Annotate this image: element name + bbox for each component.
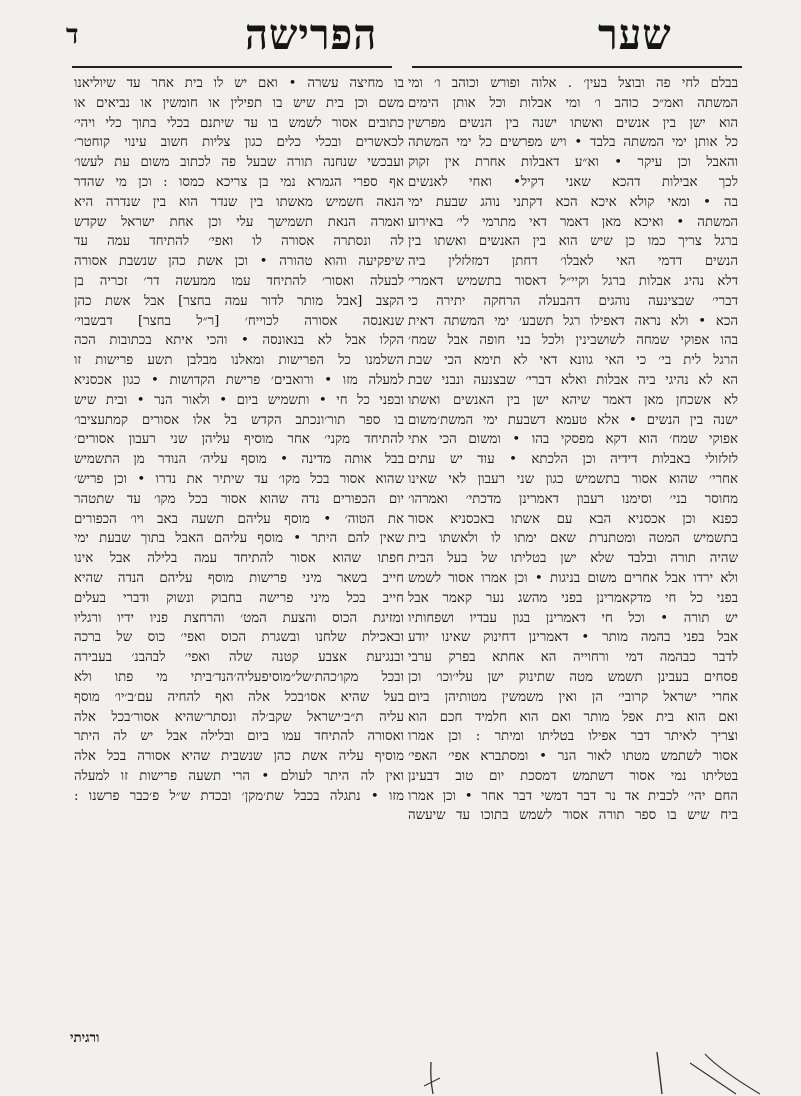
text-line: הכא • ולא נראה דאפילו רגל תשבע׳ ימי המשתה דאית (408, 313, 738, 329)
text-line: ולא ירדו אבל אחרים משום בניגות • וכן אמרו אסור לשמש (408, 570, 738, 586)
text-line: שהיה תורה ובלבד שלא ישן בטליתו של בעל הבית (408, 551, 738, 567)
text-line: פסחים בעבינן תשמש מטה שתינוק ישן עלי׳וכו׳ וכן (408, 669, 738, 685)
text-line: לדבר כבהמה דמי ורחוייה הא אחתא בפרק ערבי (408, 650, 738, 666)
text-line: שהוא אסור בכל מקו׳ עד שיתיר את נדרו • וכן פריש׳ (74, 471, 404, 487)
text-line: אחרי׳ שהוא אסור בתשמיש כגון שני רעבון לאי שאינו (408, 471, 738, 487)
text-line: להתיחד מקני׳ אחר מוסיף עליהן שני רעבון אסורים׳ (74, 432, 404, 448)
text-line: בתשמיש המטה ומטתנרת שאם ימתו לו ולאשתו בית (408, 531, 738, 547)
text-line: בו מחיצה עשרה • ואם יש לו בית אחר עד שיוליאנו (74, 76, 404, 91)
text-line: למעלה מזו • ורואבים׳ פרישת הקדושות • כגון אכסניא (74, 372, 404, 388)
text-line: בהו אפוקי שמחה לשושבינין ולכל בני חופה אבל שמח׳ (408, 333, 738, 349)
text-line: הנאה חשמיש מאשתו בין שנדר הוא בין שנדרה היא (74, 194, 404, 210)
text-line: כתובים אסור לשמש בו עד שיתנם בכלי בתוך כלי ויהי׳ (74, 115, 404, 131)
text-line: לזלזולי באבלות דידיה וכן הלכתא • עוד יש עתים (408, 452, 738, 468)
text-line: ואסורה להתיחד עמו ביום ובלילה אבל יש לה היתר (74, 729, 404, 745)
text-line: הרגל לית בי׳ כי האי גוונא דאי לא תימא הכי שבת (408, 353, 738, 369)
text-line: שאין להם היתר • מוסף עליהם האבל בתוך שבעת ימי (74, 531, 404, 547)
text-line: לה ונסתרה אסורה לו ואפי׳ להתיחד עמה עד (74, 234, 404, 250)
text-line: לא אשכחן מאן דאמר שיהא ישן בין האנשים ואשתו (408, 392, 738, 408)
text-line: ועבכשי שנחנה תורה שבעל פה לכתוב משום עת לעשו׳ (74, 155, 404, 171)
text-line: המשתה ואמ״כ כוהב ו׳ ומי אבלות וכל אותן הימים (408, 95, 738, 111)
text-line: ובפני כל חי • ותשמיש ביום • ולאור הנר • ובית שיש (74, 392, 404, 408)
text-line: יש תורה • וכל חי דאמרינן בגון עבדיו ושפחותיו (408, 610, 738, 626)
text-line: ובאכילת שלחנו ובשגרת הכוס ואפי׳ כוס של ברכה (74, 630, 404, 646)
text-line: דלא נהיג אבלות ברגל וקיי״ל דאסור בתשמיש דאמרי׳ (408, 273, 738, 289)
catchword: ורגיתי (70, 1031, 100, 1046)
text-line: חייב בכל מיני פרישה בחבוק ונשוק ודברי בעלים (74, 590, 404, 606)
text-line: לבעלה ואסור׳ להתיחד עמו ממעשה דר׳ זכריה בן (74, 273, 404, 289)
text-line: בבל אותה מדינה • מוסף עליה׳ הנודר מן התשמיש (74, 452, 404, 468)
text-line: אחרי ישראל קרובי׳ הן ואין משמשין מטותיהן ביום (408, 689, 738, 705)
text-line: בבלם לחי פה ובוצל בעין׳ . אלוה ופורש וכוהב ו׳ ומי (408, 76, 738, 91)
text-line: מחוסר בני׳ וסימנו רעבון דאמרינן מדכתי׳ ואמרהו׳ (408, 491, 738, 507)
text-line: יום הכפורים נדה שהוא אסור בכל מקו׳ עד שתטהר (74, 491, 404, 507)
text-line: שיפקיעה והוא טהורה • וכן אשת כהן שנשבת אסורה (74, 254, 404, 270)
text-line: חפתו שהוא אסור להתיחד עמה בלילה אבל אינו (74, 551, 404, 567)
text-line: ואמרה הנאת תשמישך עלי וכן אחת ישראל שקדש (74, 214, 404, 230)
text-line: כל אותן ימי המשתה בלבד • ויש מפרשים כל ימי המשתה (408, 135, 738, 151)
text-line: אפוקי שמח׳ הוא דקא מפסקי בהו • ומשום הכי אתי (408, 432, 738, 448)
text-line: ברגל צריך כמו כן שיש הוא בין האנשים ואשתו בין (408, 234, 738, 250)
text-line: בו ספר תור׳ונכתב הקדש בל אלו אסורים קמתעציבו׳ (74, 412, 404, 428)
text-line: הנשים דדמי האי לאבלו׳ דחתן דמזלזלין ביה (408, 254, 738, 270)
running-head-right: שער (598, 9, 672, 60)
text-line: וצריך לאיתר דבר אפילו בטליתו ומיתר : וכן אמרו (408, 729, 738, 745)
text-line: שנאנסה אסורה לכוייח׳ [ר״ל בחצר] דבשבוי׳ (74, 313, 404, 329)
text-line: ואם הוא בית אפל מותר ואם הוא חלמיד חכם הוא (408, 709, 738, 725)
running-head-left: הפרישה (245, 9, 378, 60)
text-line: את הטוה׳ • מוסף עליהם תשעה באב ויו׳ הכפורים (74, 511, 404, 527)
text-line: לכך אבילות דהכא שאני דקיל• ואחי לאנשים (408, 174, 738, 190)
text-line: לכאשרים ובכלי כלים כגון צליות חשוב עינוי קוחטר׳ (74, 135, 404, 151)
text-line: והאבל וכן עיקר • וא״ע דאבלות אחרת אין זקוק (408, 155, 738, 171)
text-line: בטליתו נמי אסור דשתמש דמסכת יום טוב דבעינן (408, 768, 738, 784)
text-line: מזו • נתגלה בכבל שת׳מקן׳ ובכדת ש״ל פ׳כבר פרשנו : (74, 788, 404, 804)
text-line: עליה ת״ב׳ישראל שקב׳לה ונסתר׳שהיא אסור׳בכל אלה (74, 709, 404, 725)
text-line: הוא ישן בין אנשים ואשתו ישנה בין הנשים מפרשין (408, 115, 738, 131)
text-line: הא לא נהיגי ביה אבלות ואלא דברי׳ שבצנעה ונבני שבת (408, 372, 738, 388)
text-line: כפנא וכן אכסניא הבא עם אשתו באכסניא אסור (408, 511, 738, 527)
text-line: מוסיף עליה אשת כהן שנשבית שהיא אסורה בכל אלה (74, 749, 404, 765)
text-line: משם וכן בית שיש בו תפילין או חומשין או נביאים או (74, 95, 404, 111)
text-line: ישנה בין הנשים • אלא טעמא דשבעת ימי המשת׳משום (408, 412, 738, 428)
text-line: חייב בשאר מיני פרישות מוסף עליהם הנדה שהיא (74, 570, 404, 586)
page-number: ד (66, 19, 80, 51)
text-line: בה • ומאי קולא איכא הכא דקתני נוהג שבעת ימי (408, 194, 738, 210)
text-line: ביח שיש בו ספר תורה אסור לשמש בתוכו עד שיעשה (408, 808, 738, 824)
text-line: ואין לה היתר לעולם • הרי תשעה פרישות זו למעלה (74, 768, 404, 784)
text-line: החם יהי׳ לכבית אד נר דבר דמשי דבר אחר • וכן אמרו (408, 788, 738, 804)
text-line: דברי׳ שבצינעה נוהגים דהבעלה הרחקה יתירה כי (408, 293, 738, 309)
text-line: ומזיגת הכוס והצעת המט׳ והרחצת פניו ידיו ורגליו (74, 610, 404, 626)
text-line: בעל שהיא אסו׳בכל אלה ואף להחיה עם׳ב׳יו׳ מוסף (74, 689, 404, 705)
text-line: בפני כל חי מדקאמרינן בפני מהשג נער קאמר אבל (408, 590, 738, 606)
text-line: אף ספרי הגמרא נמי בן צריכא כמסו : וכן מי שהדר (74, 174, 404, 190)
text-line: אבל בפני בהמה מותר • דאמרינן דחינוק שאינו יודע (408, 630, 738, 646)
text-line: ובכל מקו׳כהת׳של״מוסיפעליה׳הנד׳ביתי מי פתו ולא (74, 669, 404, 685)
text-line: המשתה • ואיכא מאן דאמר דאי מתרמי לי׳ באירוע (408, 214, 738, 230)
text-line: אסור לשתמש מטתו לאור הנר • ומסתברא אפי׳ האפי׳ (408, 749, 738, 765)
text-line: הקלו אבל לא בנאונסה • והכי איתא בכתובות הכה (74, 333, 404, 349)
text-line: השלמנו כל הפרישות ומאלנו מבלבן תשע פרישות זו (74, 353, 404, 369)
text-line: הקצב [אבל מותר לדור עמה בחצר] אבל אשת כהן (74, 293, 404, 309)
text-line: ובנגיעת אצבע קטנה שלה ואפי׳ לבהבנ׳ בעבירה (74, 650, 404, 666)
